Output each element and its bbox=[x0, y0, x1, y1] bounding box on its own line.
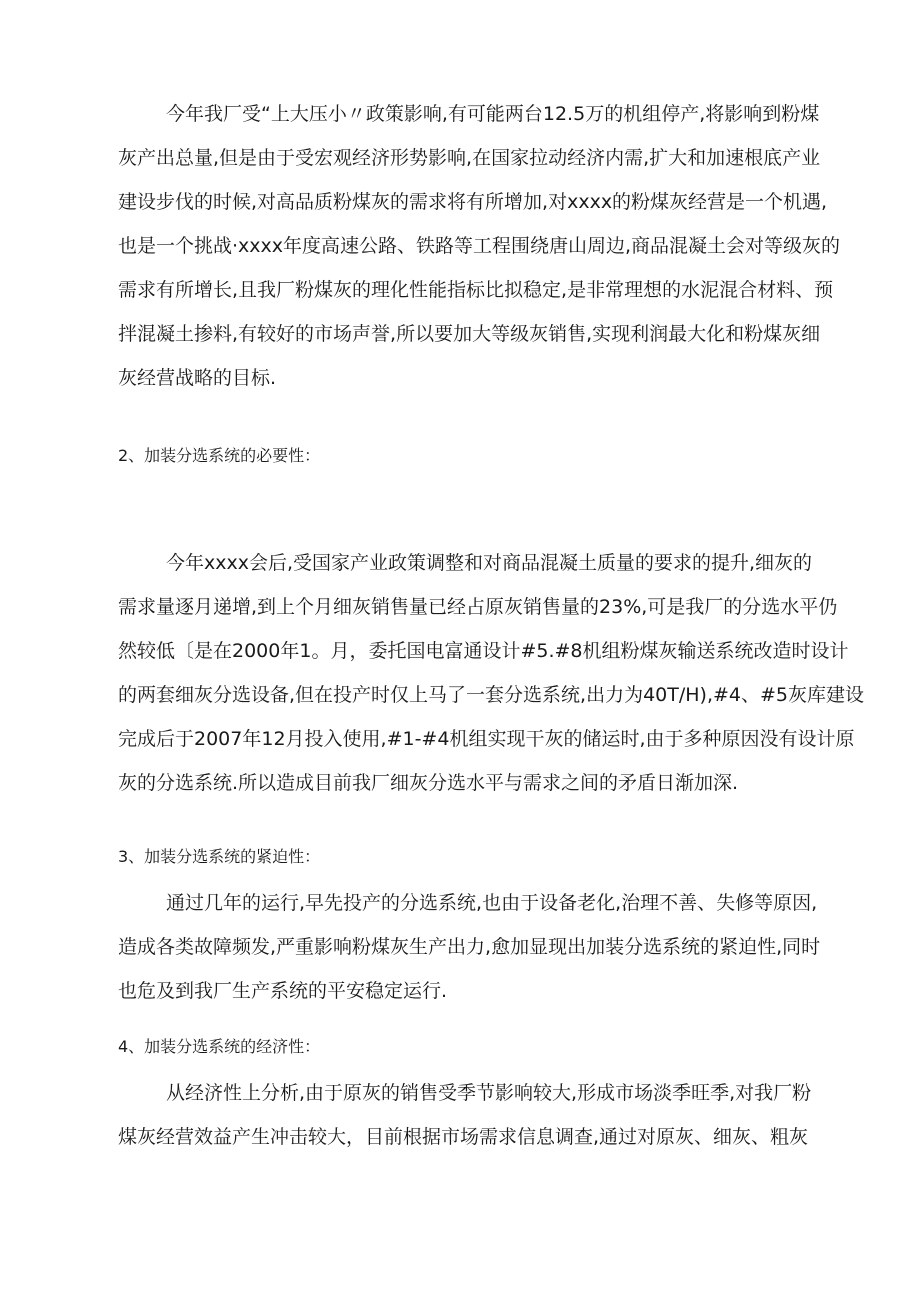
paragraph-line: 也是一个挑战·xxxx年度高速公路、铁路等工程围绕唐山周边,商品混凝土会对等级灰的 bbox=[118, 235, 841, 257]
paragraph-line: 的两套细灰分选设备,但在投产时仅上马了一套分选系统,出力为40T/H),#4、#5灰库建设 bbox=[118, 684, 865, 706]
paragraph-line: 灰产出总量,但是由于受宏观经济形势影响,在国家拉动经济内需,扩大和加速根底产业 bbox=[118, 147, 821, 169]
section-heading-4: 4、加装分选系统的经济性： bbox=[118, 1037, 321, 1056]
paragraph-line: 通过几年的运行,早先投产的分选系统,也由于设备老化,治理不善、失修等原因, bbox=[166, 892, 818, 914]
section-heading-2: 2、加装分选系统的必要性： bbox=[118, 446, 321, 465]
paragraph-line: 需求量逐月递增,到上个月细灰销售量已经占原灰销售量的23%,可是我厂的分选水平仍 bbox=[118, 596, 838, 618]
paragraph-line: 从经济性上分析,由于原灰的销售受季节影响较大,形成市场淡季旺季,对我厂粉 bbox=[166, 1082, 812, 1104]
paragraph-line: 灰经营战略的目标. bbox=[118, 367, 277, 389]
paragraph-line: 今年我厂受“上大压小〃政策影响,有可能两台12.5万的机组停产,将影响到粉煤 bbox=[166, 103, 820, 125]
paragraph-2 bbox=[118, 541, 865, 805]
paragraph-line: 然较低〔是在2000年1。月，委托国电富通设计#5.#8机组粉煤灰输送系统改造时设计 bbox=[118, 640, 849, 662]
paragraph-line: 今年xxxx会后,受国家产业政策调整和对商品混凝土质量的要求的提升,细灰的 bbox=[166, 552, 813, 574]
paragraph-line: 造成各类故障频发,严重影响粉煤灰生产出力,愈加显现出加装分选系统的紧迫性,同时 bbox=[118, 936, 821, 958]
section-heading-3: 3、加装分选系统的紧迫性： bbox=[118, 847, 321, 866]
paragraph-line: 也危及到我厂生产系统的平安稳定运行. bbox=[118, 980, 448, 1002]
paragraph-3 bbox=[118, 881, 821, 1013]
paragraph-line: 煤灰经营效益产生冲击较大，目前根据市场需求信息调查,通过对原灰、细灰、粗灰 bbox=[118, 1126, 809, 1148]
paragraph-line: 拌混凝土掺料,有较好的市场声誉,所以要加大等级灰销售,实现利润最大化和粉煤灰细 bbox=[118, 323, 821, 345]
paragraph-4 bbox=[118, 1071, 812, 1159]
paragraph-line: 灰的分选系统.所以造成目前我厂细灰分选水平与需求之间的矛盾日渐加深. bbox=[118, 772, 739, 794]
paragraph-line: 需求有所增长,且我厂粉煤灰的理化性能指标比拟稳定,是非常理想的水泥混合材料、预 bbox=[118, 279, 834, 301]
paragraph-1 bbox=[118, 92, 841, 400]
paragraph-line: 完成后于2007年12月投入使用,#1-#4机组实现干灰的储运时,由于多种原因没有设计原 bbox=[118, 728, 855, 750]
paragraph-line: 建设步伐的时候,对高品质粉煤灰的需求将有所增加,对xxxx的粉煤灰经营是一个机遇, bbox=[118, 191, 828, 213]
